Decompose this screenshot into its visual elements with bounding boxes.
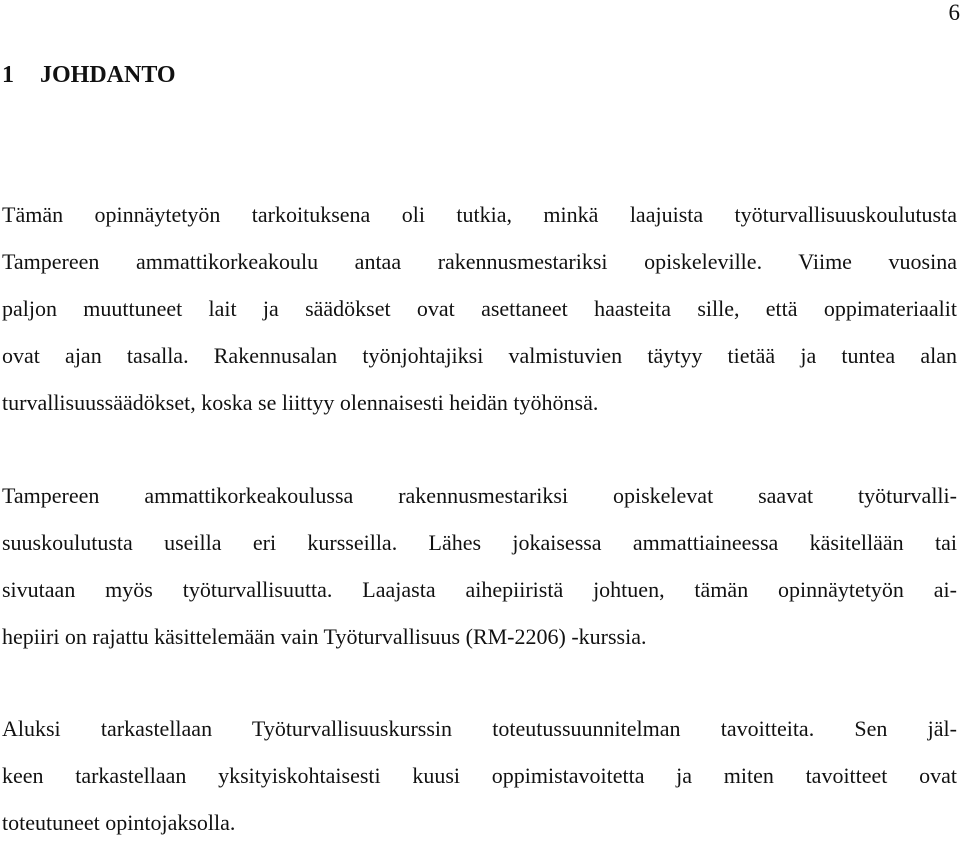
page-number: 6 bbox=[949, 0, 960, 26]
chapter-title: JOHDANTO bbox=[40, 62, 176, 88]
chapter-heading bbox=[2, 60, 176, 90]
text-line: suuskoulutusta useilla eri kursseilla. Lähes jokaisessa ammattiaineessa käsitellään tai bbox=[2, 519, 957, 566]
paragraph-1 bbox=[2, 191, 957, 426]
text-line: paljon muuttuneet lait ja säädökset ovat asettaneet haasteita sille, että oppimateriaalit bbox=[2, 285, 957, 332]
text-line: ovat ajan tasalla. Rakennusalan työnjohtajiksi valmistuvien täytyy tietää ja tuntea alan bbox=[2, 332, 957, 379]
text-line: turvallisuussäädökset, koska se liittyy olennaisesti heidän työhönsä. bbox=[2, 379, 957, 426]
paragraph-2 bbox=[2, 472, 957, 660]
paragraph-3 bbox=[2, 705, 957, 846]
chapter-number: 1 bbox=[2, 60, 40, 90]
text-line: Tampereen ammattikorkeakoulussa rakennusmestariksi opiskelevat saavat työturvalli- bbox=[2, 472, 957, 519]
text-line: Tampereen ammattikorkeakoulu antaa rakennusmestariksi opiskeleville. Viime vuosina bbox=[2, 238, 957, 285]
text-line: Tämän opinnäytetyön tarkoituksena oli tutkia, minkä laajuista työturvallisuuskoulutusta bbox=[2, 191, 957, 238]
text-line: hepiiri on rajattu käsittelemään vain Työturvallisuus (RM-2206) -kurssia. bbox=[2, 613, 957, 660]
text-line: Aluksi tarkastellaan Työturvallisuuskurssin toteutussuunnitelman tavoitteita. Sen jäl- bbox=[2, 705, 957, 752]
text-line: toteutuneet opintojaksolla. bbox=[2, 799, 957, 846]
text-line: keen tarkastellaan yksityiskohtaisesti kuusi oppimistavoitetta ja miten tavoitteet ovat bbox=[2, 752, 957, 799]
text-line: sivutaan myös työturvallisuutta. Laajasta aihepiiristä johtuen, tämän opinnäytetyön ai- bbox=[2, 566, 957, 613]
